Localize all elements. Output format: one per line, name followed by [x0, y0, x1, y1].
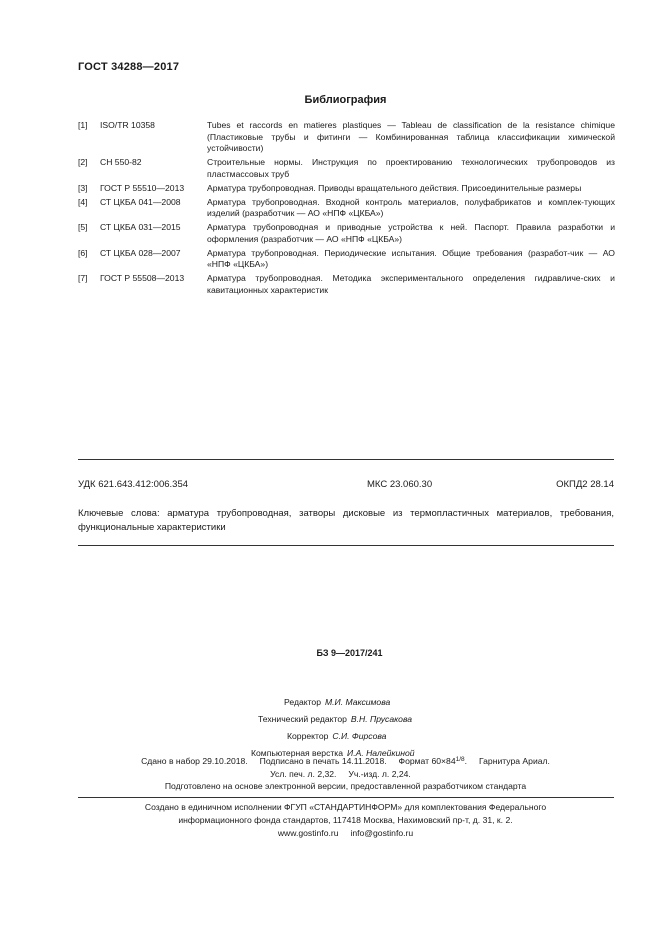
credit-role: Редактор — [284, 697, 321, 707]
bibliography-item — [78, 273, 615, 296]
imprint-line-1 — [0, 756, 661, 766]
bibliography-item-description: Арматура трубопроводная. Приводы вращательного действия. Присоединительные размеры — [207, 182, 582, 193]
mks-code: МКС 23.060.30 — [367, 479, 433, 490]
credit-role: Технический редактор — [258, 714, 347, 724]
footer-divider — [78, 797, 614, 798]
bibliography-item-reference: СТ ЦКБА 031—2015 — [100, 222, 181, 233]
credit-person: И.А. Налейкиной — [347, 748, 415, 758]
credit-role: Компьютерная верстка — [251, 748, 344, 758]
credit-person: В.Н. Прусакова — [350, 714, 413, 724]
credit-proofreader — [287, 731, 386, 741]
bibliography-item-number: [3] — [78, 182, 88, 193]
imprint-line-2: Усл. печ. л. 2,32. Уч.-изд. л. 2,24. — [270, 769, 411, 779]
bibliography-title: Библиография — [304, 94, 387, 106]
imprint-font: . Гарнитура Ариал. — [464, 756, 550, 766]
bibliography-item-description: Арматура трубопроводная. Методика экспериментального определения гидравличе-ских и кавитационных характеристик — [207, 273, 615, 296]
bibliography-item-description: Строительные нормы. Инструкция по проектированию технологических трубопроводов из пластмассовых труб — [207, 157, 615, 179]
bibliography-item — [78, 183, 615, 195]
bibliography-item-number: [2] — [78, 157, 88, 168]
bibliography-item-number: [4] — [78, 196, 88, 207]
footer-line-1: Создано в единичном исполнении ФГУП «СТАНДАРТИНФОРМ» для комплектования Федерального — [144, 802, 547, 812]
credit-person: М.И. Максимова — [325, 697, 391, 707]
credit-technical-editor — [258, 714, 412, 724]
bibliography-item — [78, 248, 615, 271]
keywords-text: Ключевые слова: арматура трубопроводная, затворы дисковые из термопластичных материалов, требования, функциональные характеристики — [78, 508, 614, 533]
udk-code: УДК 621.643.412:006.354 — [78, 479, 189, 490]
footer-line-2: информационного фонда стандартов, 117418 Москва, Нахимовский пр-т, д. 31, к. 2. — [178, 815, 513, 825]
bibliography-item-reference: ГОСТ Р 55510—2013 — [100, 182, 185, 193]
bibliography-item-description: Арматура трубопроводная. Периодические испытания. Общие требования (разработ-чик — АО «НПФ «ЦКБА») — [207, 247, 615, 270]
okpd-code: ОКПД2 28.14 — [556, 479, 614, 490]
bibliography-item-number: [5] — [78, 222, 88, 233]
credit-role: Корректор — [287, 731, 329, 741]
bibliography-list — [78, 120, 615, 299]
imprint-dates: Сдано в набор 29.10.2018. Подписано в печать 14.11.2018. Формат 60×84 — [141, 756, 456, 766]
bibliography-item-number: [6] — [78, 247, 88, 258]
imprint-format-fraction: 1/8 — [455, 756, 465, 763]
bibliography-item — [78, 222, 615, 245]
bottom-divider — [78, 545, 614, 546]
bibliography-item-reference: ISO/TR 10358 — [100, 120, 155, 130]
imprint-line-3: Подготовлено на основе электронной версии, предоставленной разработчиком стандарта — [164, 781, 527, 791]
top-divider — [78, 459, 614, 460]
bibliography-item — [78, 197, 615, 220]
bibliography-item-reference: СТ ЦКБА 041—2008 — [100, 196, 181, 207]
bibliography-item-reference: СН 550-82 — [100, 157, 142, 168]
bibliography-item-number: [1] — [78, 120, 88, 130]
bibliography-item-description: Арматура трубопроводная. Входной контроль материалов, полуфабрикатов и комплек-тующих изделий (разработчик — АО «НПФ «ЦКБА») — [207, 196, 615, 219]
bibliography-item — [78, 120, 615, 155]
bibliography-item — [78, 157, 615, 180]
document-code: ГОСТ 34288—2017 — [78, 61, 180, 73]
bibliography-item-number: [7] — [78, 273, 88, 284]
bibliography-item-reference: СТ ЦКБА 028—2007 — [100, 247, 181, 258]
bibliography-item-description: Tubes et raccords en matieres plastiques — Tableau de classification de la resistance chimique (Пластиковые трубы и фитинги — Комбинированная таблица классификации химической устойчивости) — [207, 120, 615, 154]
credit-editor — [284, 697, 390, 707]
bibliography-item-description: Арматура трубопроводная и приводные устройства к ней. Паспорт. Правила разработки и оформления (разработчик — АО «НПФ «ЦКБА») — [207, 222, 615, 244]
bibliography-item-reference: ГОСТ Р 55508—2013 — [100, 273, 185, 284]
credit-person: С.И. Фирсова — [332, 731, 387, 741]
bz-number: БЗ 9—2017/241 — [316, 648, 383, 658]
footer-contacts: www.gostinfo.ru info@gostinfo.ru — [277, 828, 414, 838]
